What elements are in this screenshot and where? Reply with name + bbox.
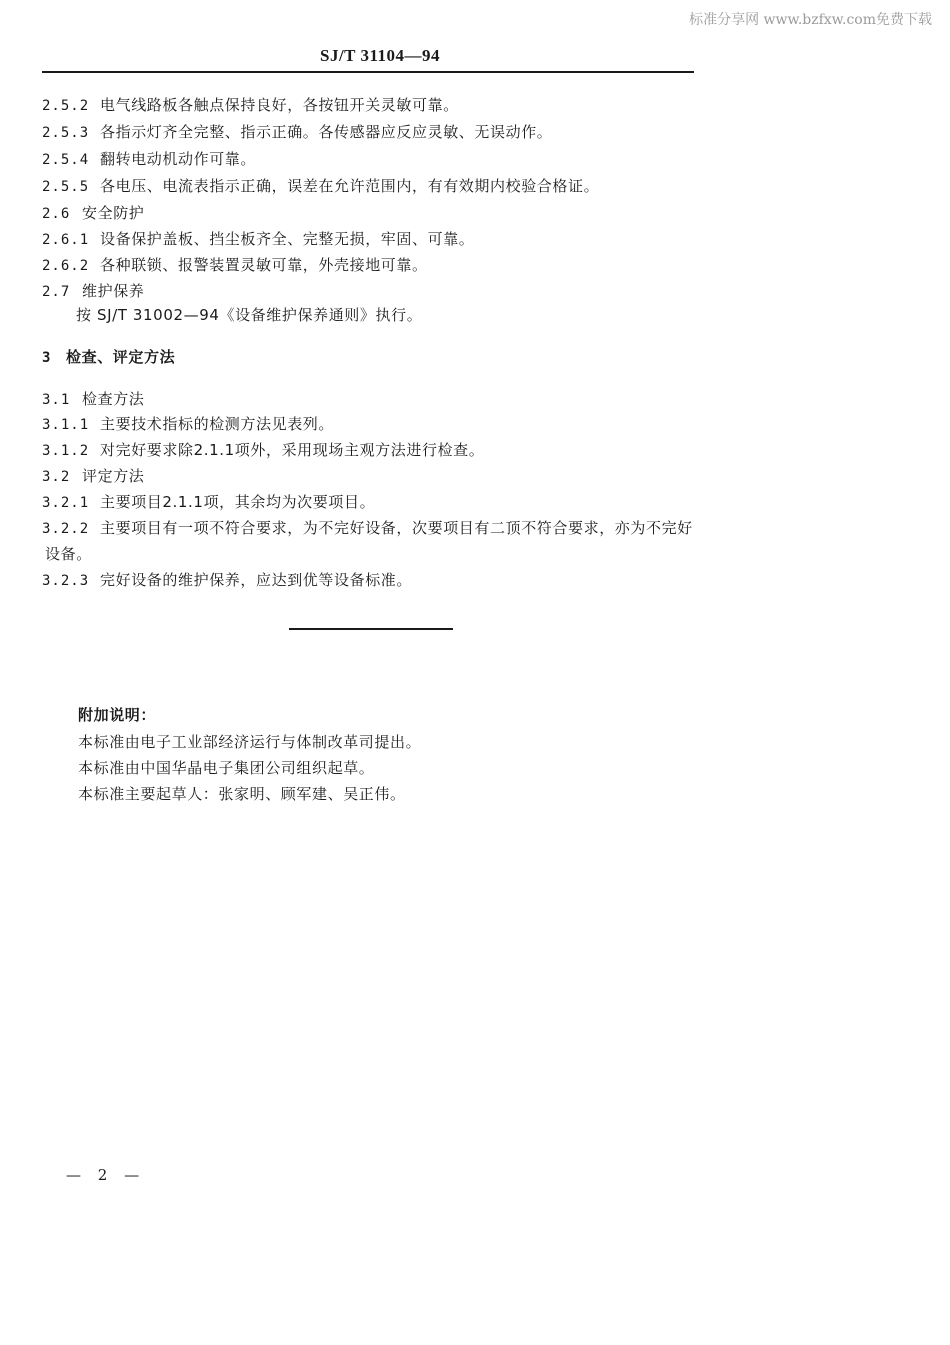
clause-number: 3.1.2 xyxy=(42,443,90,459)
chapter-title: 检查、评定方法 xyxy=(66,348,176,366)
clause-text: 各指示灯齐全完整、指示正确。各传感器应反应灵敏、无误动作。 xyxy=(100,123,553,141)
section-3-1 xyxy=(42,390,144,409)
clause-text: 翻转电动机动作可靠。 xyxy=(100,150,257,168)
section-title: 安全防护 xyxy=(82,204,145,222)
clause-2-5-4 xyxy=(42,150,256,169)
clause-text: 完好设备的维护保养，应达到优等设备标准。 xyxy=(100,571,413,589)
clause-number: 2.5.3 xyxy=(42,125,90,141)
end-of-text-rule xyxy=(289,628,453,630)
clause-3-2-1 xyxy=(42,493,375,512)
page-number: — 2 — xyxy=(66,1166,146,1184)
clause-3-1-1 xyxy=(42,415,334,434)
clause-text: 设备保护盖板、挡尘板齐全、完整无损，牢固、可靠。 xyxy=(100,230,475,248)
clause-number: 2.6.1 xyxy=(42,232,90,248)
clause-2-6-2 xyxy=(42,256,428,275)
notes-line: 本标准由中国华晶电子集团公司组织起草。 xyxy=(78,759,375,777)
section-title: 检查方法 xyxy=(82,390,145,408)
clause-number: 3.2.3 xyxy=(42,573,90,589)
clause-number: 3.1.1 xyxy=(42,417,90,433)
section-number: 2.6 xyxy=(42,206,71,222)
chapter-3-heading xyxy=(42,348,175,367)
notes-title: 附加说明： xyxy=(78,706,157,724)
clause-text: 主要项目有一项不符合要求，为不完好设备，次要项目有二顶不符合要求，亦为不完好 xyxy=(100,519,693,537)
section-title: 评定方法 xyxy=(82,467,145,485)
notes-line: 本标准由电子工业部经济运行与体制改革司提出。 xyxy=(78,733,422,751)
section-title: 维护保养 xyxy=(82,282,145,300)
section-number: 3.1 xyxy=(42,392,71,408)
clause-text: 按 SJ/T 31002—94《设备维护保养通则》执行。 xyxy=(76,306,423,324)
clause-2-7-body xyxy=(76,306,422,324)
clause-text: 主要项目2.1.1项，其余均为次要项目。 xyxy=(100,493,376,511)
chapter-number: 3 xyxy=(42,350,52,366)
clause-3-2-2 xyxy=(42,519,693,538)
header-rule xyxy=(42,71,694,73)
clause-number: 2.5.4 xyxy=(42,152,90,168)
clause-3-2-2-continued xyxy=(45,545,92,563)
clause-text: 主要技术指标的检测方法见表列。 xyxy=(100,415,335,433)
clause-number: 2.6.2 xyxy=(42,258,90,274)
section-3-2 xyxy=(42,467,144,486)
clause-number: 3.2.2 xyxy=(42,521,90,537)
section-number: 3.2 xyxy=(42,469,71,485)
standard-code-header: SJ/T 31104—94 xyxy=(319,46,441,65)
clause-number: 2.5.2 xyxy=(42,98,90,114)
clause-text: 对完好要求除2.1.1项外，采用现场主观方法进行检查。 xyxy=(100,441,485,459)
section-number: 2.7 xyxy=(42,284,71,300)
clause-text: 电气线路板各触点保持良好，各按钮开关灵敏可靠。 xyxy=(100,96,459,114)
clause-3-2-3 xyxy=(42,571,412,590)
clause-3-1-2 xyxy=(42,441,484,460)
clause-2-6-1 xyxy=(42,230,474,249)
clause-number: 3.2.1 xyxy=(42,495,90,511)
clause-2-5-3 xyxy=(42,123,552,142)
section-2-6 xyxy=(42,204,144,223)
section-2-7 xyxy=(42,282,144,301)
clause-number: 2.5.5 xyxy=(42,179,90,195)
notes-line: 本标准主要起草人：张家明、顾军建、吴正伟。 xyxy=(78,785,406,803)
clause-2-5-2 xyxy=(42,96,459,115)
clause-2-5-5 xyxy=(42,177,599,196)
clause-text: 设备。 xyxy=(45,545,92,563)
clause-text: 各种联锁、报警装置灵敏可靠，外壳接地可靠。 xyxy=(100,256,428,274)
watermark-text: 标准分享网 www.bzfxw.com免费下载 xyxy=(689,12,932,28)
clause-text: 各电压、电流表指示正确，误差在允许范围内，有有效期内校验合格证。 xyxy=(100,177,600,195)
